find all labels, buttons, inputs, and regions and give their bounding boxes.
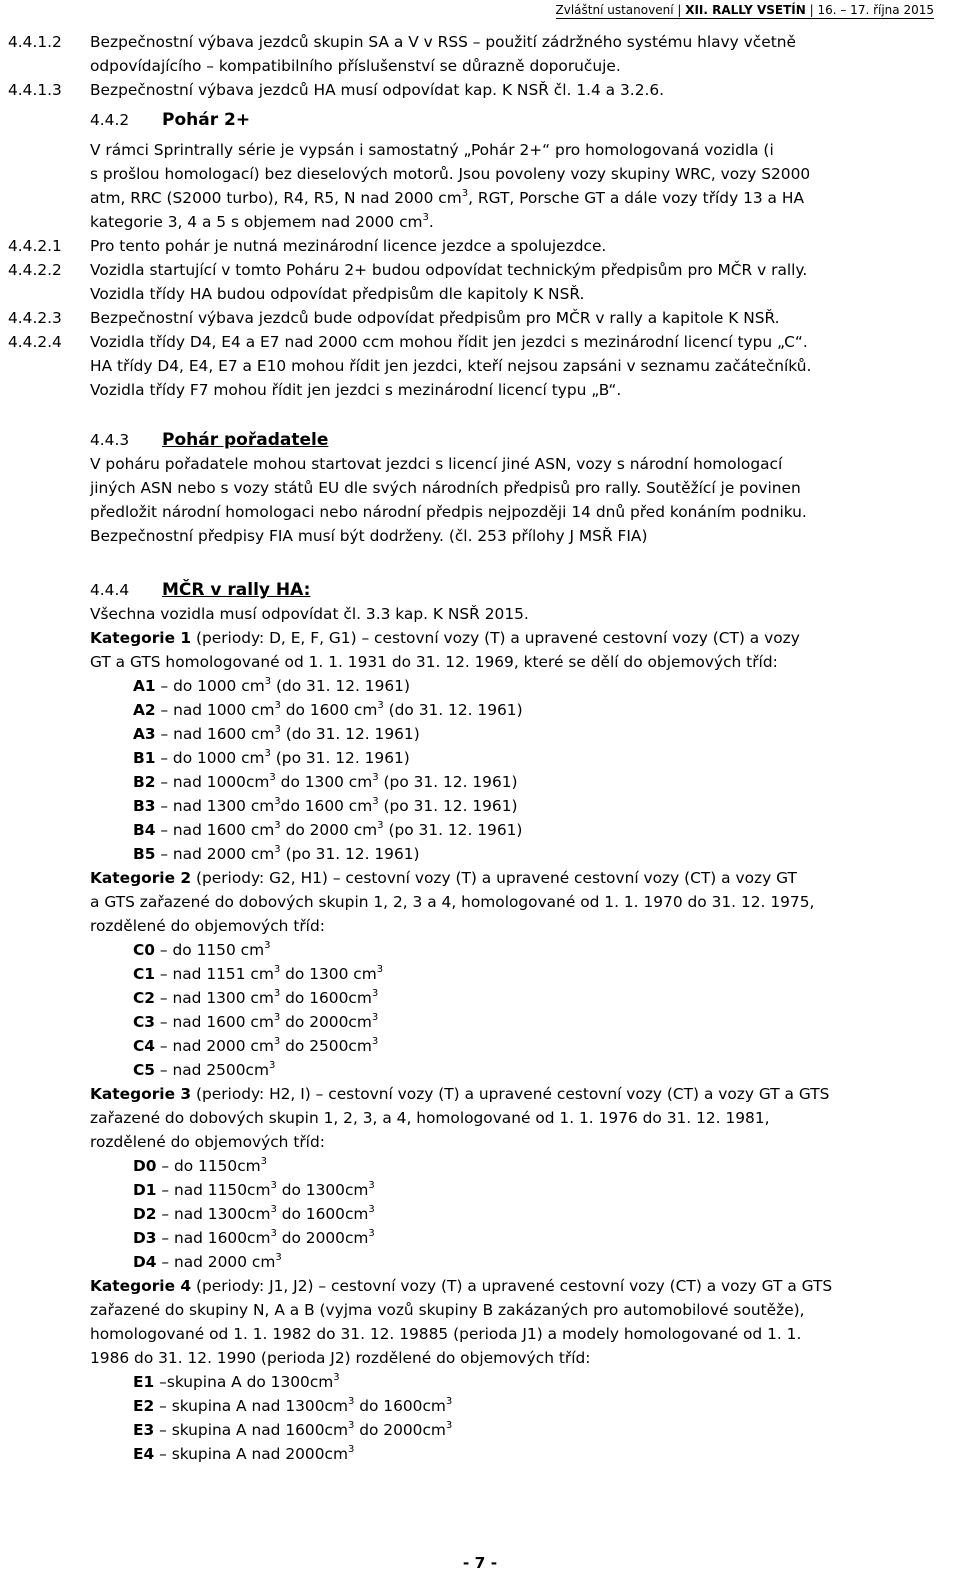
section-number: 4.4.4 [90, 581, 130, 599]
class-item: B5 – nad 2000 $cm^3$ (po 31. 12. 1961) [133, 843, 420, 863]
class-item: D0 – do $1150cm^3$ [133, 1155, 268, 1175]
para-number: 4.4.2.2 [8, 261, 62, 279]
para-line: Bezpečnostní výbava jezdců HA musí odpovídat kap. K NSŘ čl. 1.4 a 3.2.6. [90, 81, 665, 99]
para-number: 4.4.1.2 [8, 33, 62, 51]
para-line: atm, RRC (S2000 turbo), R4, R5, N nad 2000 $cm^3$, RGT, Porsche GT a dále vozy třídy 13 a HA [90, 187, 804, 207]
para-line: Bezpečnostní výbava jezdců skupin SA a V v RSS – použití zádržného systému hlavy včetně [90, 33, 796, 51]
class-code: E1 [133, 1373, 155, 1391]
class-code: D2 [133, 1205, 157, 1223]
category-2-classes [0, 938, 960, 1082]
para-line: V poháru pořadatele mohou startovat jezdci s licencí jiné ASN, vozy s národní homologací [90, 455, 783, 473]
class-item: D4 – nad 2000 $cm^3$ [133, 1251, 282, 1271]
para-number: 4.4.2.4 [8, 333, 62, 351]
para-line: s prošlou homologací) bez dieselových motorů. Jsou povoleny vozy skupiny WRC, vozy S2000 [90, 165, 811, 183]
category-3-line: rozdělené do objemových tříd: [90, 1133, 325, 1151]
document-body [0, 30, 960, 1466]
category-1-classes [0, 674, 960, 866]
class-code: B2 [133, 773, 156, 791]
class-item: C0 – do 1150 $cm^3$ [133, 939, 271, 959]
section-number: 4.4.2 [90, 111, 130, 129]
category-2-line: rozdělené do objemových tříd: [90, 917, 325, 935]
section-heading-443 [90, 428, 960, 452]
class-item: E3 – skupina A nad $1600cm^3$ do $2000cm^3$ [133, 1419, 453, 1439]
para-4413 [0, 78, 960, 102]
class-code: D1 [133, 1181, 157, 1199]
class-item: D1 – nad $1150cm^3$ do $1300cm^3$ [133, 1179, 375, 1199]
class-code: C3 [133, 1013, 156, 1031]
para-4422 [0, 258, 960, 306]
para-4421 [0, 234, 960, 258]
class-code: A3 [133, 725, 156, 743]
para-line: Vozidla startující v tomto Poháru 2+ budou odpovídat technickým předpisům pro MČR v rally. [90, 261, 808, 279]
class-code: D4 [133, 1253, 157, 1271]
para-line: HA třídy D4, E4, E7 a E10 mohou řídit jen jezdci, kteří nejsou zapsáni v seznamu začátečníků. [90, 357, 812, 375]
category-3-line: zařazené do dobových skupin 1, 2, 3, a 4, homologované od 1. 1. 1976 do 31. 12. 1981, [90, 1109, 770, 1127]
category-4-line: Kategorie 4 (periody: J1, J2) – cestovní vozy (T) a upravené cestovní vozy (CT) a vozy GT a GTS [90, 1277, 833, 1295]
para-line: Všechna vozidla musí odpovídat čl. 3.3 kap. K NSŘ 2015. [90, 605, 529, 623]
class-item: B2 – nad $1000cm^3$ do 1300 $cm^3$ (po 31. 12. 1961) [133, 771, 518, 791]
class-code: D0 [133, 1157, 157, 1175]
category-4-line: 1986 do 31. 12. 1990 (perioda J2) rozdělené do objemových tříd: [90, 1349, 591, 1367]
section-heading-444 [90, 578, 960, 602]
category-1-line: Kategorie 1 (periody: D, E, F, G1) – cestovní vozy (T) a upravené cestovní vozy (CT) a vozy [90, 629, 800, 647]
section-title: Pohár 2+ [162, 110, 251, 130]
section-heading-442 [90, 108, 960, 132]
class-code: C1 [133, 965, 156, 983]
class-code: E3 [133, 1421, 155, 1439]
para-number: 4.4.2.1 [8, 237, 62, 255]
category-2-line: Kategorie 2 (periody: G2, H1) – cestovní vozy (T) a upravené cestovní vozy (CT) a vozy GT [90, 869, 797, 887]
class-code: B4 [133, 821, 156, 839]
section-title: Pohár pořadatele [162, 430, 329, 450]
category-2-line: a GTS zařazené do dobových skupin 1, 2, 3 a 4, homologované od 1. 1. 1970 do 31. 12. 1975, [90, 893, 815, 911]
para-line: Bezpečnostní předpisy FIA musí být dodrženy. (čl. 253 přílohy J MSŘ FIA) [90, 527, 648, 545]
class-item: C3 – nad 1600 $cm^3$ do $2000cm^3$ [133, 1011, 379, 1031]
class-code: D3 [133, 1229, 157, 1247]
class-code: C0 [133, 941, 156, 959]
class-item: A2 – nad 1000 $cm^3$ do 1600 $cm^3$ (do 31. 12. 1961) [133, 699, 523, 719]
para-line: jiných ASN nebo s vozy států EU dle svých národních předpisů pro rally. Soutěžící je povinen [90, 479, 801, 497]
para-number: 4.4.1.3 [8, 81, 62, 99]
class-item: E1 –skupina A do $1300cm^3$ [133, 1371, 340, 1391]
category-4-line: homologované od 1. 1. 1982 do 31. 12. 19885 (perioda J1) a modely homologované od 1. 1. [90, 1325, 802, 1343]
class-code: A1 [133, 677, 156, 695]
class-code: B3 [133, 797, 156, 815]
category-4-line: zařazené do skupiny N, A a B (vyjma vozů skupiny B zakázaných pro automobilové soutěže), [90, 1301, 805, 1319]
class-item: C1 – nad 1151 $cm^3$ do 1300 $cm^3$ [133, 963, 384, 983]
category-3-line: Kategorie 3 (periody: H2, I) – cestovní vozy (T) a upravené cestovní vozy (CT) a vozy GT a GTS [90, 1085, 830, 1103]
class-item: B4 – nad 1600 $cm^3$ do 2000 $cm^3$ (po 31. 12. 1961) [133, 819, 523, 839]
para-line: Vozidla třídy F7 mohou řídit jen jezdci s mezinárodní licencí typu „B“. [90, 381, 622, 399]
class-item: C4 – nad 2000 $cm^3$ do $2500cm^3$ [133, 1035, 379, 1055]
class-code: C2 [133, 989, 156, 1007]
para-4423 [0, 306, 960, 330]
category-1-line: GT a GTS homologované od 1. 1. 1931 do 31. 12. 1969, které se dělí do objemových tříd: [90, 653, 778, 671]
header-date: | 16. – 17. října 2015 [809, 3, 934, 17]
para-line: odpovídajícího – kompatibilního příslušenství se důrazně doporučuje. [90, 57, 621, 75]
class-item: B1 – do 1000 $cm^3$ (po 31. 12. 1961) [133, 747, 410, 767]
class-item: E4 – skupina A nad $2000cm^3$ [133, 1443, 355, 1463]
category-label: Kategorie 4 [90, 1277, 192, 1295]
class-item: E2 – skupina A nad $1300cm^3$ do $1600cm^3$ [133, 1395, 453, 1415]
class-code: C5 [133, 1061, 156, 1079]
header-prefix: Zvláštní ustanovení | [555, 3, 682, 17]
para-number: 4.4.2.3 [8, 309, 62, 327]
para-line: Vozidla třídy D4, E4 a E7 nad 2000 ccm mohou řídit jen jezdci s mezinárodní licencí typu „C“. [90, 333, 808, 351]
category-label: Kategorie 1 [90, 629, 192, 647]
class-item: D2 – nad $1300cm^3$ do $1600cm^3$ [133, 1203, 375, 1223]
section-number: 4.4.3 [90, 431, 130, 449]
class-code: E4 [133, 1445, 155, 1463]
class-item: C2 – nad 1300 $cm^3$ do $1600cm^3$ [133, 987, 379, 1007]
header-event: XII. RALLY VSETÍN [685, 3, 806, 17]
page-header [556, 2, 934, 19]
class-code: A2 [133, 701, 156, 719]
class-item: D3 – nad $1600cm^3$ do $2000cm^3$ [133, 1227, 375, 1247]
para-line: kategorie 3, 4 a 5 s objemem nad 2000 $cm^3$. [90, 211, 434, 231]
para-line: předložit národní homologaci nebo národní předpis nejpozději 14 dnů před konáním podniku. [90, 503, 807, 521]
category-label: Kategorie 2 [90, 869, 192, 887]
para-4412 [0, 30, 960, 78]
para-4424 [0, 330, 960, 402]
para-line: V rámci Sprintrally série je vypsán i samostatný „Pohár 2+“ pro homologovaná vozidla (i [90, 141, 774, 159]
class-code: C4 [133, 1037, 156, 1055]
class-code: B1 [133, 749, 156, 767]
class-item: B3 – nad 1300 $cm^3do$ 1600 $cm^3$ (po 31. 12. 1961) [133, 795, 518, 815]
class-code: B5 [133, 845, 156, 863]
para-line: Pro tento pohár je nutná mezinárodní licence jezdce a spolujezdce. [90, 237, 607, 255]
category-3-classes [0, 1154, 960, 1274]
class-item: A1 – do 1000 $cm^3$ (do 31. 12. 1961) [133, 675, 410, 695]
class-item: C5 – nad $2500cm^3$ [133, 1059, 276, 1079]
class-code: E2 [133, 1397, 155, 1415]
category-4-classes [0, 1370, 960, 1466]
page-number: - 7 - [462, 1554, 498, 1572]
section-title: MČR v rally HA: [162, 580, 311, 600]
class-item: A3 – nad 1600 $cm^3$ (do 31. 12. 1961) [133, 723, 420, 743]
para-line: Vozidla třídy HA budou odpovídat předpisům dle kapitoly K NSŘ. [90, 285, 585, 303]
para-line: Bezpečnostní výbava jezdců bude odpovídat předpisům pro MČR v rally a kapitole K NSŘ. [90, 309, 780, 327]
category-label: Kategorie 3 [90, 1085, 192, 1103]
